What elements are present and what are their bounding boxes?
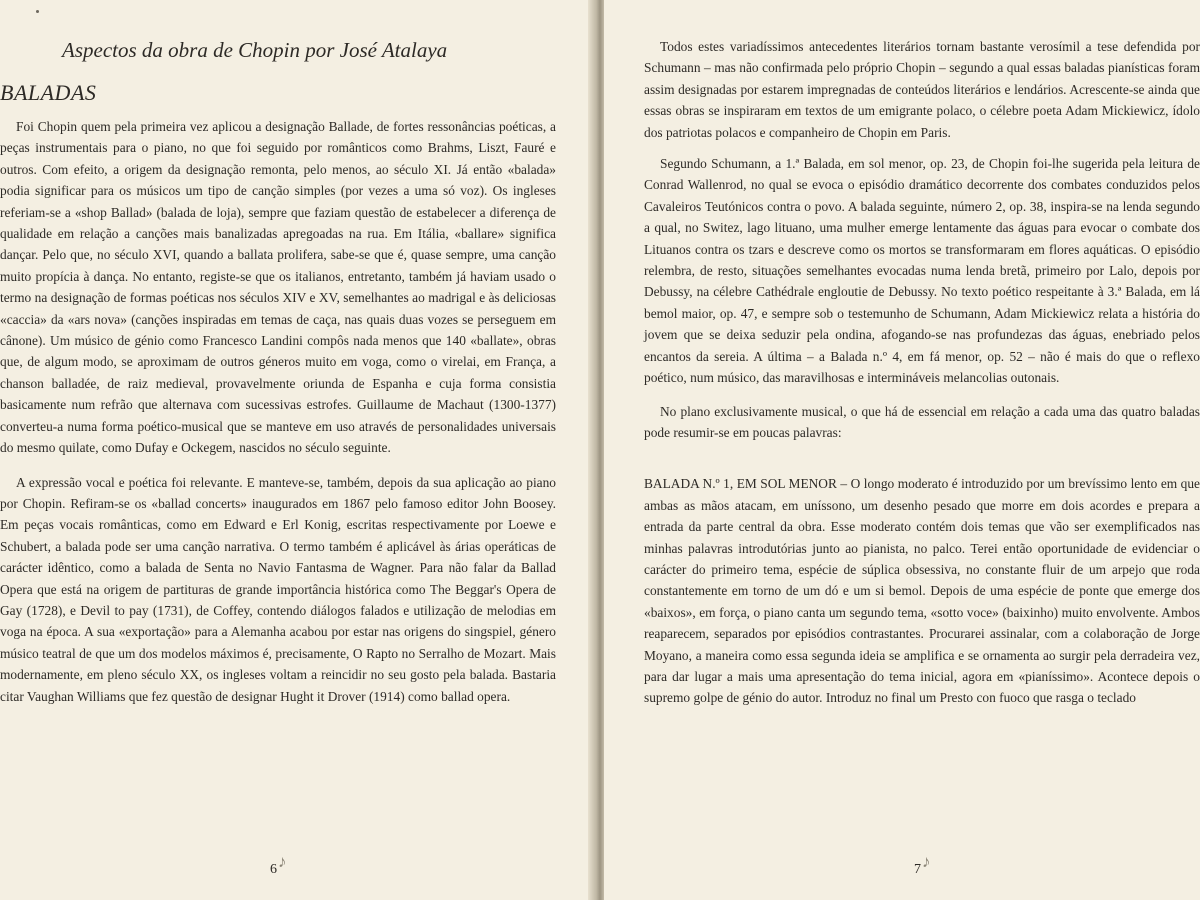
ink-speck bbox=[36, 10, 39, 13]
page-number: 6 bbox=[270, 862, 277, 877]
right-page bbox=[604, 0, 1200, 900]
section-heading: BALADAS bbox=[0, 80, 97, 105]
paragraph: A expressão vocal e poética foi relevante. E manteve-se, também, depois da sua aplicação ao piano por Chopin. Refiram-se os «ballad concerts» inaugurados em 1867 pelo famoso editor John Boosey. Em peças vocais românticas, como em Edward e Erl Konig, escritas respectivamente por Loewe e Schubert, a balada pode ser uma canção narrativa. O termo também é aplicável às árias operáticas de carácter idêntico, como a balada de Senta no Navio Fantasma de Wagner. Para não falar da Ballad Opera que está na origem de partituras de grande importância histórica como The Beggar's Opera de Gay (1728), e Devil to pay (1731), de Coffey, contendo diálogos falados e utilização de melodias em voga na época. A sua «exportação» para a Alemanha acabou por estar nas origens do singspiel, género músico teatral de que um dos modelos máximos é, precisamente, O Rapto no Serralho de Mozart. Mais modernamente, em pleno século XX, os ingleses voltam a reincidir no seu gosto pela balada. Bastaria citar Vaughan Williams que fez questão de designar Hught it Drover (1914) como ballad opera. bbox=[0, 474, 556, 704]
left-body bbox=[0, 116, 556, 707]
paragraph: Segundo Schumann, a 1.ª Balada, em sol menor, op. 23, de Chopin foi-lhe sugerida pela leitura de Conrad Wallenrod, no qual se evoca o episódio dramático decorrente dos combates conduzidos pelos Cavaleiros Teutónicos contra o povo. A balada seguinte, número 2, op. 38, inspira-se na lenda segundo a qual, no Switez, lago lituano, uma mulher emerge lentamente das águas para evocar o combate dos Lituanos contra os tzars e descreve como os mortos se transformaram em flores aquáticas. O episódio relembra, de resto, situações semelhantes evocadas numa lenda bretã, primeiro por Lalo, depois por Debussy, na célebre Cathédrale engloutie de Debussy. No texto poético respeitante à 3.ª Balada, em lá bemol maior, op. 47, e sempre sob o testemunho de Schumann, Adam Mickiewicz relata a história do jovem que se deixa seduzir pela ondina, afogando-se nas profundezas das águas, enebriado pelos encantos da sereia. A última – a Balada n.º 4, em fá menor, op. 52 – não é mais do que o reflexo poético, num músico, das maravilhosas e intermináveis melancolias outonais. bbox=[644, 156, 1200, 386]
music-note-icon: ♪ bbox=[278, 852, 287, 871]
page-title: Aspectos da obra de Chopin por José Atalaya bbox=[62, 38, 448, 62]
right-body bbox=[644, 36, 1200, 709]
paragraph: No plano exclusivamente musical, o que há de essencial em relação a cada uma das quatro baladas pode resumir-se em poucas palavras: bbox=[644, 403, 1200, 440]
paragraph: Todos estes variadíssimos antecedentes literários tornam bastante verosímil a tese defendida por Schumann – mas não confirmada pelo próprio Chopin – segundo a qual essas baladas pianísticas foram assim designadas por estarem impregnadas de conteúdos literários e lendários. Acrescente-se ainda que essas obras se inspiraram em textos de um emigrante polaco, o célebre poeta Adam Mickiewicz, ídolo dos patriotas polacos e companheiro de Chopin em Paris. bbox=[644, 39, 1200, 140]
page-number: 7 bbox=[914, 862, 921, 877]
paragraph: Foi Chopin quem pela primeira vez aplicou a designação Ballade, de fortes ressonâncias poéticas, a peças instrumentais para o piano, no que foi seguido por românticos como Brahms, Liszt, Fauré e outros. Com efeito, a origem da designação remonta, pelo menos, ao século XI. Já então «balada» podia significar para os músicos um tipo de canção simples (por vezes a uma só voz). Os ingleses referiam-se a «shop Ballad» (balada de loja), sempre que faziam questão de estabelecer a diferença de qualidade em relação a canções mais banalizadas apregoadas na rua. Em Itália, «ballare» significa dançar. Pelo que, no século XVI, quando a ballata prolifera, sabe-se que é, quase sempre, uma canção muito propícia à dança. No entanto, registe-se que os italianos, entretanto, também já haviam usado o termo na designação de formas poéticas nos séculos XIV e XV, semelhantes ao madrigal e às deliciosas «caccia» da «ars nova» (canções inspiradas em temas de caça, nas quais duas vozes se perseguem em cânone). Um músico de génio como Francesco Landini compôs nada menos que 140 «ballate», obras que, de algum modo, se aproximam de outros géneros muito em voga, como o virelai, em França, a chanson balladée, de raiz medieval, provavelmente oriunda de Espanha e cuja forma consistia basicamente num refrão que alternava com sucessivas estrofes. Guillaume de Machaut (1300-1377) converteu-a numa forma poético-musical que se manteve em uso através de personalidades universais do mesmo quilate, como Dufay e Ockegem, nascidos no século seguinte. bbox=[0, 119, 556, 456]
paragraph: BALADA N.º 1, EM SOL MENOR – O longo moderato é introduzido por um brevíssimo lento em que ambas as mãos atacam, em uníssono, um desenho pesado que morre em dois acordes e prepara a entrada da parte central da obra. Esse moderato contém dois temas que vão ser exemplificados nas minhas palavras introdutórias junto ao pianista, no palco. Terei então oportunidade de evidenciar o carácter do primeiro tema, espécie de súplica obsessiva, no constante fluir de um arpejo que roda constantemente em torno de um dó e um si bemol. Depois de uma espécie de ponte que emerge dos «baixos», em força, o piano canta um segundo tema, «sotto voce» (baixinho) muito envolvente. Ambos reaparecem, separados por episódios contrastantes. Procurarei assinalar, com a colaboração de Jorge Moyano, a maneira como essa segunda ideia se amplifica e se ornamenta ao surgir pela derradeira vez, para dar lugar a mais uma apresentação do tema inicial, agora em «pianíssimo». Acontece depois o supremo golpe de génio do autor. Introduz no final um Presto con fuoco que rasga o teclado bbox=[644, 476, 1200, 706]
music-note-icon: ♪ bbox=[922, 852, 931, 871]
left-page bbox=[0, 0, 596, 900]
